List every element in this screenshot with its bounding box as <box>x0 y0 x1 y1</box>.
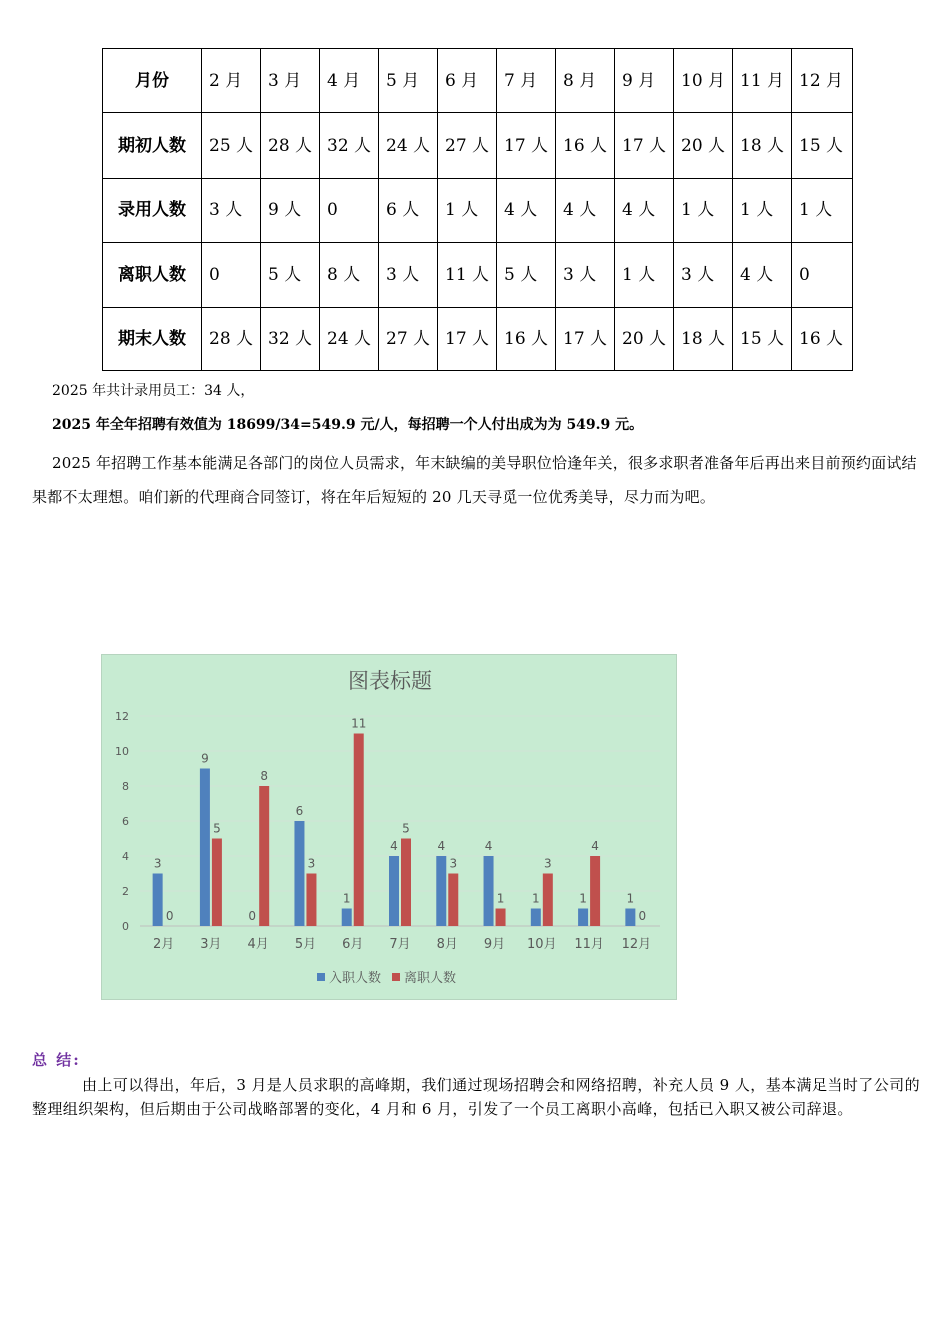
data-label: 5 <box>402 821 410 836</box>
bar <box>543 874 553 927</box>
table-cell: 1 人 <box>733 179 792 242</box>
table-cell: 16 人 <box>556 113 615 179</box>
data-label: 3 <box>543 856 552 871</box>
data-label: 9 <box>201 751 209 766</box>
bar <box>212 839 222 927</box>
bar <box>531 909 541 927</box>
table-cell: 17 人 <box>615 113 674 179</box>
bar <box>354 734 364 927</box>
table-cell: 11 人 <box>438 242 497 307</box>
table-cell: 17 人 <box>497 113 556 179</box>
data-label: 4 <box>484 839 493 853</box>
table-cell: 12 月 <box>792 49 853 113</box>
table-cell: 5 月 <box>379 49 438 113</box>
bar <box>590 856 600 926</box>
row-label-cell: 离职人数 <box>103 242 202 307</box>
data-label: 3 <box>153 856 162 871</box>
y-tick-label: 12 <box>115 710 129 723</box>
table-cell: 2 月 <box>202 49 261 113</box>
data-label: 1 <box>579 891 587 906</box>
chart-title: 图表标题 <box>348 669 432 693</box>
x-tick-label: 12月 <box>621 937 652 952</box>
table-cell: 24 人 <box>379 113 438 179</box>
table-row <box>103 242 853 307</box>
table-cell: 1 人 <box>674 179 733 242</box>
table-cell: 4 月 <box>320 49 379 113</box>
table-cell: 4 人 <box>615 179 674 242</box>
table-cell: 4 人 <box>733 242 792 307</box>
bar <box>625 909 635 927</box>
table-cell: 24 人 <box>320 307 379 370</box>
data-label: 8 <box>260 769 269 783</box>
conclusion-title: 总 结: <box>32 1051 81 1069</box>
table-cell: 18 人 <box>733 113 792 179</box>
bar <box>306 874 316 927</box>
table-cell: 5 人 <box>497 242 556 307</box>
table-row <box>103 307 853 370</box>
x-tick-label: 5月 <box>294 937 317 952</box>
bar <box>200 769 210 927</box>
table-cell: 28 人 <box>202 307 261 370</box>
bar <box>389 856 399 926</box>
table-cell: 1 人 <box>792 179 853 242</box>
table-cell: 7 月 <box>497 49 556 113</box>
table-cell: 20 人 <box>615 307 674 370</box>
table-cell: 4 人 <box>556 179 615 242</box>
bar <box>294 821 304 926</box>
row-label-cell: 期末人数 <box>103 307 202 370</box>
bar <box>401 839 411 927</box>
bar <box>484 856 494 926</box>
table-cell: 3 人 <box>379 242 438 307</box>
data-label: 0 <box>638 909 647 923</box>
table-cell: 8 月 <box>556 49 615 113</box>
data-label: 1 <box>531 891 540 906</box>
table-cell: 3 人 <box>202 179 261 242</box>
row-label-cell: 期初人数 <box>103 113 202 179</box>
bar <box>342 909 352 927</box>
table-cell: 11 月 <box>733 49 792 113</box>
table-cell: 6 人 <box>379 179 438 242</box>
table-cell: 27 人 <box>438 113 497 179</box>
table-cell: 5 人 <box>261 242 320 307</box>
table-cell: 3 人 <box>556 242 615 307</box>
y-tick-label: 10 <box>115 745 129 758</box>
bar <box>259 786 269 926</box>
table-cell: 32 人 <box>320 113 379 179</box>
table-cell: 16 人 <box>497 307 556 370</box>
legend-label: 入职人数 <box>329 971 382 986</box>
x-tick-label: 10月 <box>527 937 557 952</box>
data-label: 4 <box>390 839 398 853</box>
data-label: 1 <box>496 891 505 906</box>
x-tick-label: 7月 <box>389 937 411 952</box>
bar <box>448 874 458 927</box>
legend-swatch <box>317 973 325 981</box>
recruit-effectiveness-line: 2025 年全年招聘有效值为 18699/34=549.9 元/人，每招聘一个人付出成为为 549.9 元。 <box>52 417 644 433</box>
row-label-cell: 录用人数 <box>103 179 202 242</box>
data-label: 1 <box>626 891 635 906</box>
table-cell: 4 人 <box>497 179 556 242</box>
legend-swatch <box>392 973 400 981</box>
summary-paragraph: 2025 年招聘工作基本能满足各部门的岗位人员需求，年末缺编的美导职位恰逢年关，很多求职者准备年后再出来目前预约面试结果都不太理想。咱们新的代理商合同签订，将在年后短短的 20 几天寻觅一位优秀美导，尽力而为吧。 <box>32 454 917 506</box>
table-cell: 1 人 <box>438 179 497 242</box>
row-label-cell: 月份 <box>103 49 202 113</box>
hire-leave-chart <box>101 654 677 1000</box>
bar <box>153 874 163 927</box>
table-cell: 6 月 <box>438 49 497 113</box>
table-cell: 0 <box>320 179 379 242</box>
table-cell: 15 人 <box>792 113 853 179</box>
data-label: 1 <box>342 891 351 906</box>
x-tick-label: 4月 <box>247 937 269 952</box>
table-cell: 0 <box>202 242 261 307</box>
y-tick-label: 6 <box>122 815 129 828</box>
x-tick-label: 8月 <box>436 937 458 952</box>
table-cell: 15 人 <box>733 307 792 370</box>
table-cell: 32 人 <box>261 307 320 370</box>
data-label: 3 <box>307 856 316 871</box>
table-cell: 17 人 <box>556 307 615 370</box>
table-cell: 9 月 <box>615 49 674 113</box>
table-cell: 18 人 <box>674 307 733 370</box>
table-cell: 0 <box>792 242 853 307</box>
table-cell: 25 人 <box>202 113 261 179</box>
table-cell: 3 月 <box>261 49 320 113</box>
total-hired-line: 2025 年共计录用员工：34 人， <box>52 383 255 399</box>
table-cell: 9 人 <box>261 179 320 242</box>
x-tick-label: 3月 <box>200 937 222 952</box>
data-label: 3 <box>449 856 458 871</box>
y-tick-label: 8 <box>122 780 129 793</box>
table-row <box>103 179 853 242</box>
conclusion-paragraph: 由上可以得出，年后，3 月是人员求职的高峰期，我们通过现场招聘会和网络招聘，补充人员 9 人，基本满足当时了公司的整理组织架构，但后期由于公司战略部署的变化，4 月和 6 月，引发了一个员工离职小高峰，包括已入职又被公司辞退。 <box>32 1076 920 1118</box>
y-tick-label: 0 <box>122 920 129 933</box>
x-tick-label: 9月 <box>483 937 506 952</box>
data-label: 0 <box>248 909 257 923</box>
data-label: 5 <box>213 821 221 836</box>
data-label: 4 <box>591 839 599 853</box>
table-cell: 1 人 <box>615 242 674 307</box>
y-tick-label: 4 <box>122 850 129 863</box>
legend-label: 离职人数 <box>404 971 457 986</box>
data-label: 0 <box>165 909 174 923</box>
bar <box>436 856 446 926</box>
table-header-row <box>103 49 853 113</box>
table-cell: 3 人 <box>674 242 733 307</box>
bar <box>496 909 506 927</box>
data-label: 11 <box>351 716 367 731</box>
y-tick-label: 2 <box>122 885 129 898</box>
table-cell: 20 人 <box>674 113 733 179</box>
table-cell: 28 人 <box>261 113 320 179</box>
table-cell: 27 人 <box>379 307 438 370</box>
x-tick-label: 11月 <box>574 937 604 952</box>
table-cell: 17 人 <box>438 307 497 370</box>
x-tick-label: 2月 <box>152 937 175 952</box>
table-cell: 8 人 <box>320 242 379 307</box>
chart-canvas <box>102 655 678 1001</box>
table-cell: 16 人 <box>792 307 853 370</box>
data-label: 6 <box>295 804 304 818</box>
table-row <box>103 113 853 179</box>
table-cell: 10 月 <box>674 49 733 113</box>
data-label: 4 <box>437 839 446 853</box>
monthly-staff-table <box>102 48 853 371</box>
bar <box>578 909 588 927</box>
x-tick-label: 6月 <box>342 937 364 952</box>
